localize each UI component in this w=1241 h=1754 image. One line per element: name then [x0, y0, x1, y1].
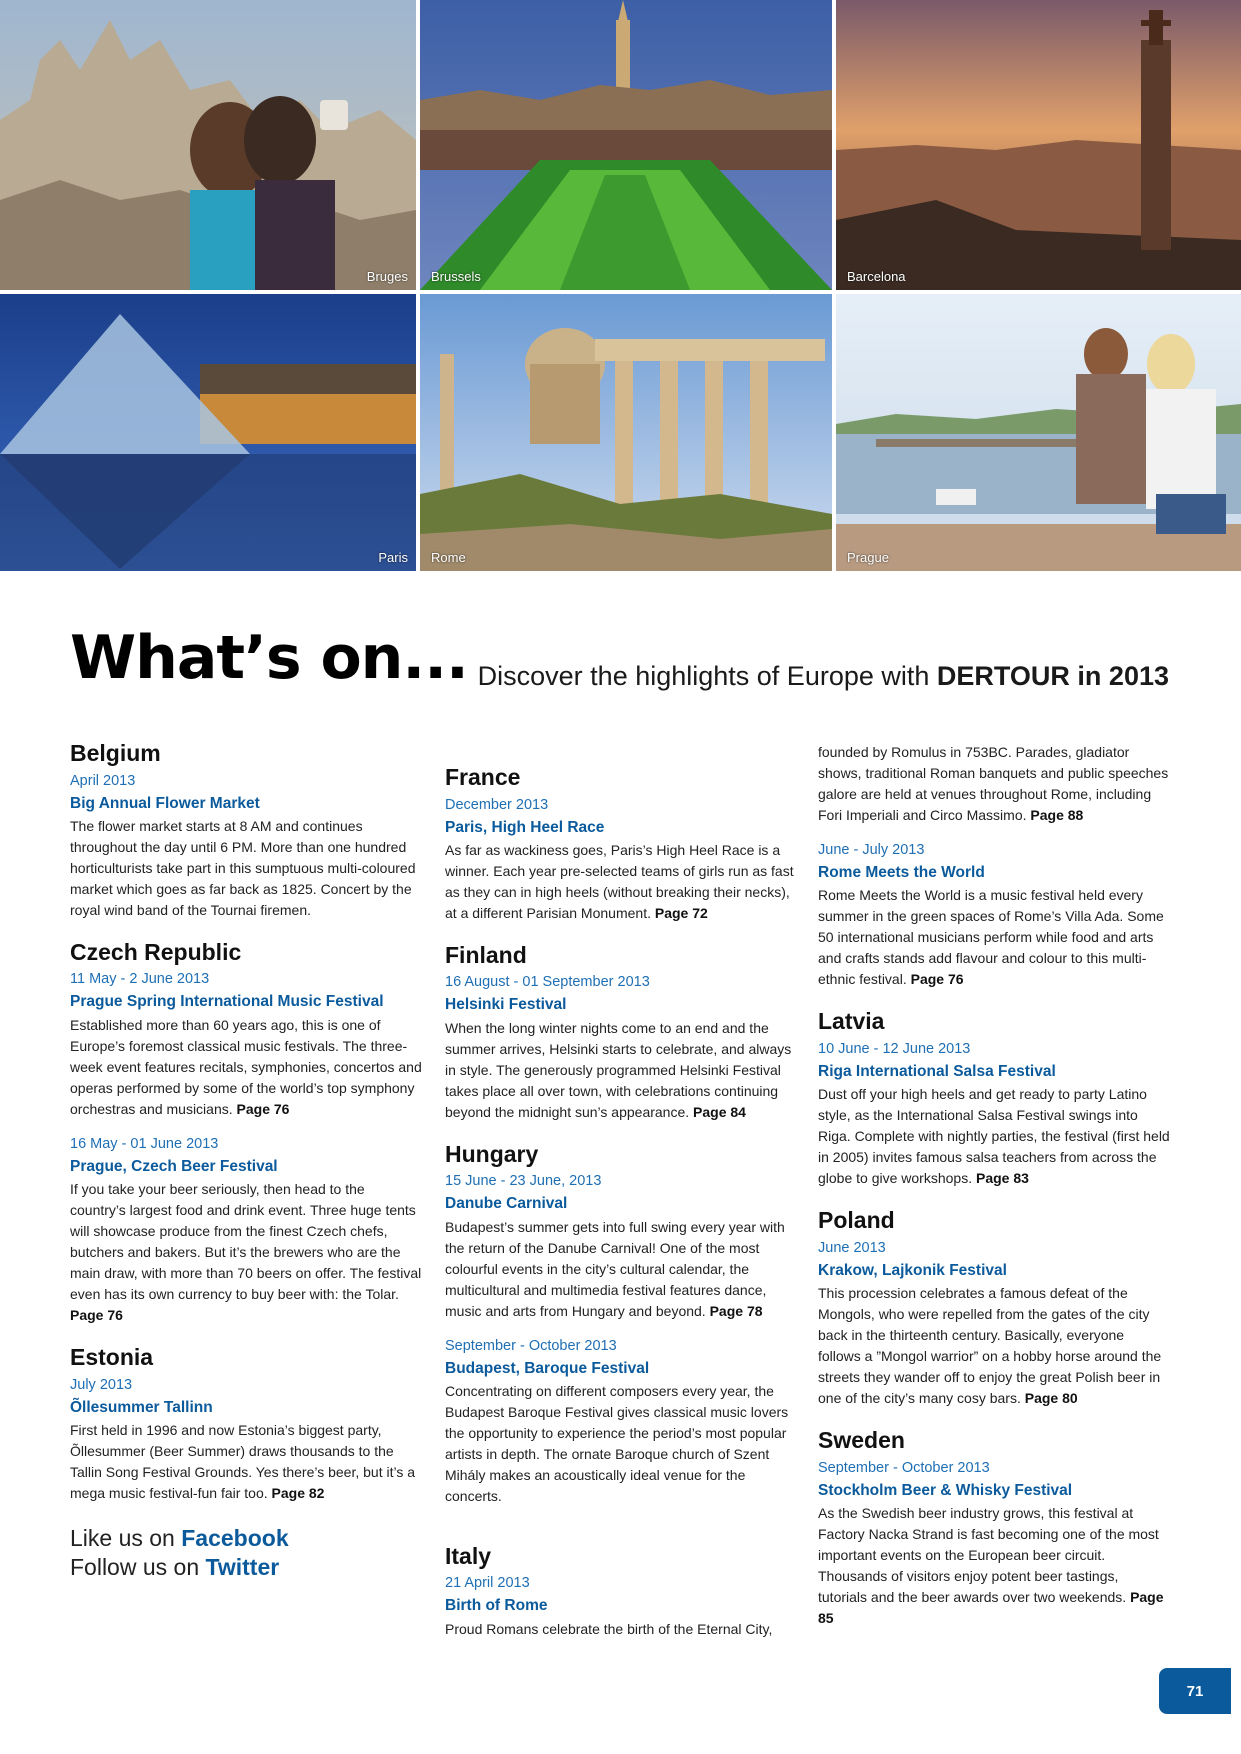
event-title: Big Annual Flower Market: [70, 794, 260, 812]
event-description: [445, 840, 797, 924]
event-description-text: This procession celebrates a famous defeat of the Mongols, who were repelled from the gates of the city back in the thirteenth century. Basically, everyone follows a ”Mongol warrior” on a hobby horse around the streets they wander off to enjoy the great Polish beer in one of the city’s many cosy bars.: [818, 1284, 1162, 1406]
event-description: [445, 1217, 797, 1322]
event-description: [818, 1283, 1170, 1409]
page-reference: Page 82: [271, 1484, 325, 1501]
prague-image: [836, 294, 1241, 571]
event-description: [818, 885, 1170, 990]
column-2: [445, 764, 797, 1640]
event-title: Stockholm Beer & Whisky Festival: [818, 1481, 1073, 1499]
event-date: September - October 2013: [818, 1459, 990, 1476]
event-date: 16 May - 01 June 2013: [70, 1135, 219, 1152]
page-reference: Page 84: [693, 1103, 746, 1120]
event-title: Riga International Salsa Festival: [818, 1062, 1056, 1080]
event-title: Krakow, Lajkonik Festival: [818, 1261, 1007, 1279]
page-reference: Page 88: [1030, 807, 1084, 823]
event-description-text: First held in 1996 and now Estonia’s biggest party, Õllesummer (Beer Summer) draws thousands to the Tallin Song Festival Grounds. Yes there’s beer, but it’s a mega music festival-fun fair too.: [70, 1421, 416, 1501]
twitter-prefix: Follow us on: [70, 1554, 200, 1580]
brussels-image: [420, 0, 832, 290]
photo-caption: Rome: [431, 550, 466, 565]
country-heading: Belgium: [70, 740, 161, 766]
event-title: Prague, Czech Beer Festival: [70, 1157, 278, 1175]
event-description: [445, 1018, 797, 1123]
event-date: 21 April 2013: [445, 1575, 530, 1592]
photo-barcelona: [836, 0, 1241, 290]
event-title: Rome Meets the World: [818, 864, 985, 882]
country-heading: Sweden: [818, 1426, 905, 1453]
event-date: 16 August - 01 September 2013: [445, 974, 650, 991]
facebook-link[interactable]: [70, 1524, 289, 1553]
event-description-text: If you take your beer seriously, then head to the country’s largest food and drink event. Three huge tents will showcase produce from the finest Czech chefs, butchers and bakers. But it’s the brewers who are the main draw, with more than 70 beers on offer. The festival even has its own currency to buy beer with: the Tolar.: [70, 1180, 422, 1302]
event-date: December 2013: [445, 796, 549, 813]
tagline-brand: DERTOUR in 2013: [936, 661, 1169, 691]
bruges-image: [0, 0, 416, 290]
page-reference: Page 76: [236, 1100, 290, 1117]
tagline: [478, 661, 1169, 692]
page-reference: Page 83: [975, 1170, 1029, 1187]
photo-caption: Brussels: [431, 269, 481, 284]
event-date: 11 May - 2 June 2013: [70, 971, 210, 988]
event-title: Õllesummer Tallinn: [70, 1398, 213, 1416]
page-reference: Page 85: [818, 1588, 1164, 1626]
photo-caption: Paris: [378, 550, 408, 565]
event-description-text: Established more than 60 years ago, this is one of Europe’s foremost classical music festivals. The three-week event features recitals, symphonies, concertos and operas performed by some of the world’s top symphony orchestras and musicians.: [70, 1016, 422, 1117]
page-reference: Page 72: [654, 904, 708, 921]
page-reference: Page 80: [1024, 1389, 1078, 1406]
event-description: The flower market starts at 8 AM and continues throughout the day until 6 PM. More than one hundred horticulturists take part in this sumptuous multi-coloured market which goes as far back as 1825. Concert by the royal wind band of the Tournai firemen.: [70, 817, 416, 918]
event-description: [818, 742, 1170, 826]
event-title: Danube Carnival: [445, 1195, 568, 1213]
page-reference: Page 76: [70, 1306, 123, 1323]
event-description: Concentrating on different composers every year, the Budapest Baroque Festival gives classical music lovers the opportunity to experience the period’s most popular artists in depth. The ornate Baroque church of Szent Mihály makes an acoustically ideal venue for the concerts.: [445, 1382, 789, 1504]
event-title: Paris, High Heel Race: [445, 818, 605, 836]
event-description-text: Dust off your high heels and get ready to party Latino style, as the International Salsa Festival swings into Riga. Complete with nightly parties, the festival (first held in 2005) invites famous salsa teachers from across the globe to give workshops.: [818, 1086, 1170, 1187]
photo-caption: Bruges: [366, 269, 408, 284]
column-3: [818, 742, 1170, 1629]
country-heading: France: [445, 764, 521, 790]
event-description: [70, 1015, 422, 1120]
photo-rome: [420, 294, 832, 571]
photo-paris: [0, 294, 416, 571]
event-description: [70, 1420, 422, 1504]
event-description-text: When the long winter nights come to an end and the summer arrives, Helsinki starts to celebrate, and always in style. The generously programmed Helsinki Festival takes place all over town, with celebrations continuing beyond the midnight sun’s appearance.: [445, 1019, 792, 1120]
barcelona-image: [836, 0, 1241, 290]
event-date: July 2013: [70, 1376, 133, 1393]
photo-brussels: [420, 0, 832, 290]
photo-prague: [836, 294, 1241, 571]
photo-caption: Barcelona: [847, 269, 906, 284]
country-heading: Estonia: [70, 1343, 154, 1370]
event-title: Helsinki Festival: [445, 996, 567, 1014]
event-description-text: Rome Meets the World is a music festival held every summer in the green spaces of Rome’s Villa Ada. Some 50 international musicians perform while food and arts and crafts stands add flavour and colour to this multi-ethnic festival.: [818, 887, 1164, 988]
page-number: 71: [1159, 1668, 1231, 1714]
event-description: [818, 1084, 1170, 1189]
page-reference: Page 76: [910, 971, 964, 988]
event-date: June 2013: [818, 1239, 886, 1256]
event-date: 10 June - 12 June 2013: [818, 1040, 971, 1057]
facebook-prefix: Like us on: [70, 1525, 175, 1551]
page-title: What’s on...: [70, 623, 468, 693]
event-date: September - October 2013: [445, 1337, 617, 1354]
tagline-prefix: Discover the highlights of Europe with: [477, 661, 930, 691]
country-heading: Czech Republic: [70, 938, 242, 965]
country-heading: Italy: [445, 1542, 492, 1569]
event-description-text: Budapest’s summer gets into full swing every year with the return of the Danube Carnival! One of the most colourful events in the city’s cultural calendar, the multicultural and multimedia festival features dance, music and arts from Hungary and beyond.: [445, 1218, 785, 1319]
twitter-link[interactable]: [70, 1553, 289, 1582]
country-heading: Latvia: [818, 1008, 885, 1035]
event-date: June - July 2013: [818, 842, 925, 858]
event-description-text: As the Swedish beer industry grows, this festival at Factory Nacka Strand is fast becoming one of the most important events on the European beer circuit. Thousands of visitors enjoy potent beer tastings, tutorials and the beer awards over two weekends.: [818, 1504, 1159, 1605]
event-description: [70, 1179, 422, 1326]
event-description-text: founded by Romulus in 753BC. Parades, gladiator shows, traditional Roman banquets and public speeches galore are held at venues throughout Rome, including Fori Imperiali and Circo Massimo.: [818, 744, 1169, 823]
event-description: [818, 1503, 1170, 1629]
rome-image: [420, 294, 832, 571]
event-date: 15 June - 23 June, 2013: [445, 1173, 602, 1190]
country-heading: Finland: [445, 941, 527, 968]
event-date: April 2013: [70, 772, 136, 789]
twitter-label[interactable]: Twitter: [205, 1554, 280, 1580]
social-links: [70, 1524, 289, 1582]
page-reference: Page 78: [709, 1302, 763, 1319]
event-title: Birth of Rome: [445, 1597, 548, 1615]
country-heading: Poland: [818, 1207, 895, 1234]
event-description-text: As far as wackiness goes, Paris’s High Heel Race is a winner. Each year pre-selected teams of girls run as fast as they can in high heels (without breaking their necks), at a different Parisian Monument.: [445, 841, 794, 921]
column-1: [70, 740, 422, 1504]
event-description: Proud Romans celebrate the birth of the Eternal City,: [445, 1620, 773, 1637]
event-title: Budapest, Baroque Festival: [445, 1359, 650, 1377]
country-heading: Hungary: [445, 1140, 539, 1167]
photo-bruges: [0, 0, 416, 290]
event-title: Prague Spring International Music Festival: [70, 993, 384, 1011]
facebook-label[interactable]: Facebook: [181, 1525, 289, 1551]
photo-caption: Prague: [847, 550, 889, 565]
paris-image: [0, 294, 416, 571]
